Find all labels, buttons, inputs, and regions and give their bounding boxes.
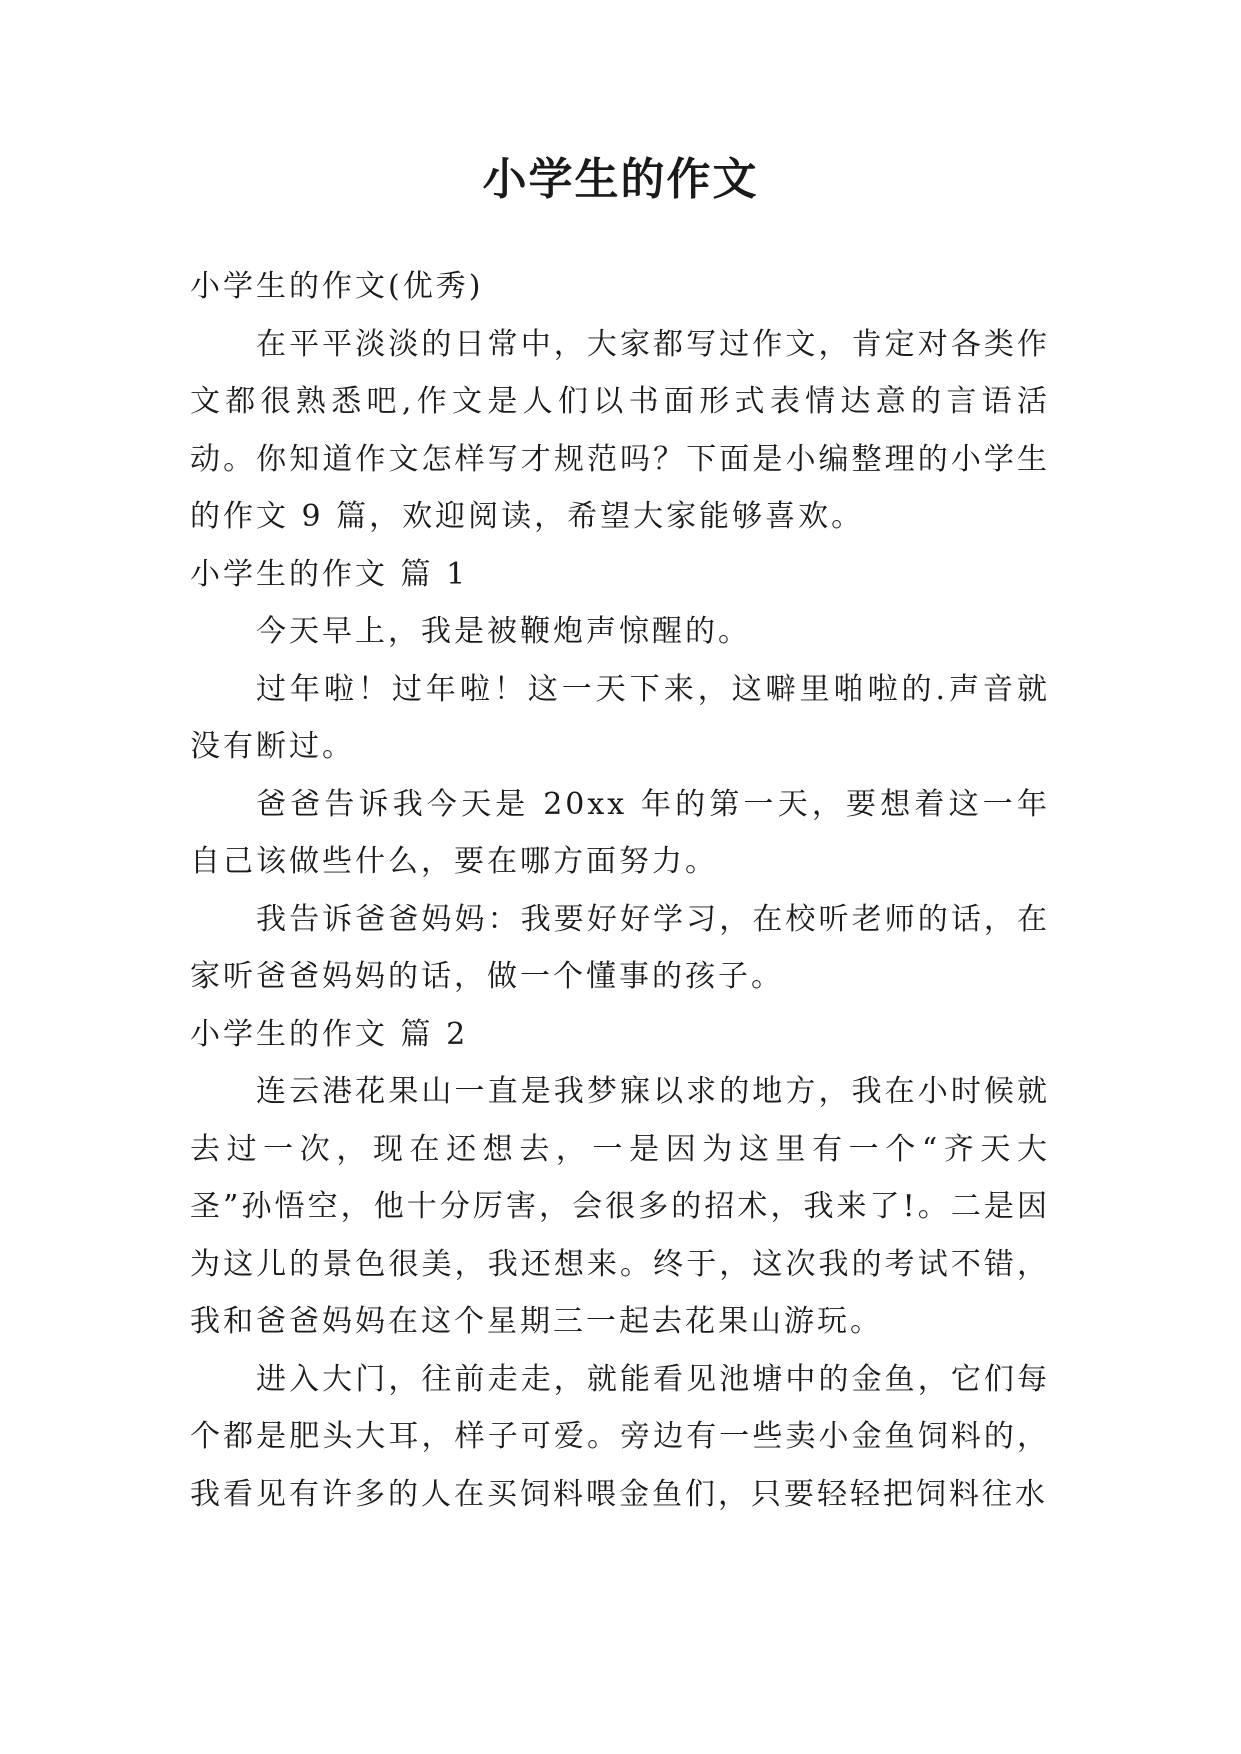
document-body bbox=[190, 258, 1050, 1523]
section-heading-essay-2: 小学生的作文 篇 2 bbox=[190, 1016, 469, 1052]
essay-1-paragraph: 今天早上，我是被鞭炮声惊醒的。 bbox=[256, 614, 751, 649]
section-heading-intro: 小学生的作文(优秀) bbox=[190, 269, 484, 304]
essay-1-paragraph: 过年啦！过年啦！这一天下来，这噼里啪啦的.声音就没有断过。 bbox=[190, 671, 1050, 764]
essay-2-paragraph: 连云港花果山一直是我梦寐以求的地方，我在小时候就去过一次，现在还想去，一是因为这里有一个“齐天大圣”孙悟空，他十分厉害，会很多的招术，我来了!。二是因为这儿的景色很美，我还想来。终于，这次我的考试不错，我和爸爸妈妈在这个星期三一起去花果山游玩。 bbox=[190, 1074, 1050, 1339]
essay-1-paragraph: 我告诉爸爸妈妈：我要好好学习，在校听老师的话，在家听爸爸妈妈的话，做一个懂事的孩子。 bbox=[190, 901, 1050, 994]
essay-2-paragraph: 进入大门，往前走走，就能看见池塘中的金鱼，它们每个都是肥头大耳，样子可爱。旁边有一些卖小金鱼饲料的，我看见有许多的人在买饲料喂金鱼们，只要轻轻把饲料往水 bbox=[190, 1361, 1050, 1512]
section-heading-essay-1: 小学生的作文 篇 1 bbox=[190, 556, 469, 592]
intro-paragraph: 在平平淡淡的日常中，大家都写过作文，肯定对各类作文都很熟悉吧,作文是人们以书面形式表情达意的言语活动。你知道作文怎样写才规范吗？下面是小编整理的小学生的作文 9 篇，欢迎阅读，希望大家能够喜欢。 bbox=[190, 326, 1050, 534]
document-title: 小学生的作文 bbox=[482, 154, 759, 205]
essay-1-paragraph: 爸爸告诉我今天是 20xx 年的第一天，要想着这一年自己该做些什么，要在哪方面努力。 bbox=[190, 786, 1050, 879]
